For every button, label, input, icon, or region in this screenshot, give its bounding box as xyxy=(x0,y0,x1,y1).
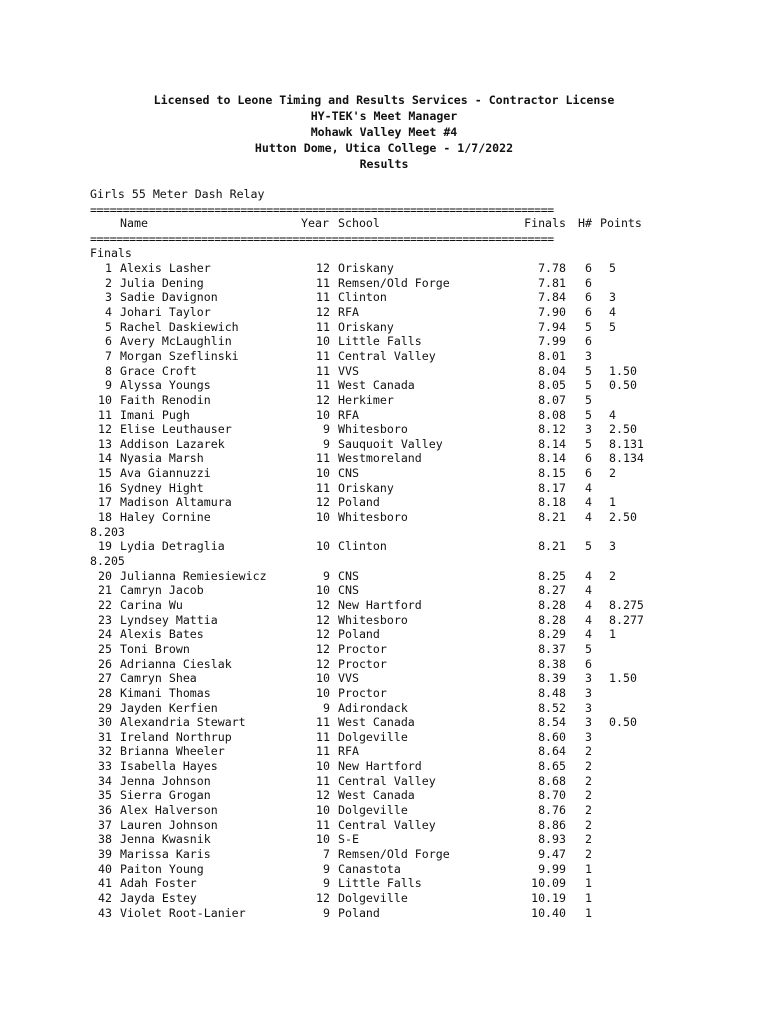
school-cell: RFA xyxy=(338,407,359,422)
place-cell: 28 xyxy=(98,685,112,700)
athlete-name-cell: Rachel Daskiewich xyxy=(120,319,239,334)
place-cell: 27 xyxy=(98,671,112,686)
finals-time-cell: 8.65 xyxy=(538,759,566,774)
school-cell: VVS xyxy=(338,671,359,686)
athlete-name-cell: Alyssa Youngs xyxy=(120,378,211,393)
year-cell: 11 xyxy=(316,744,330,759)
heat-cell: 4 xyxy=(585,480,592,495)
col-finals-header: Finals xyxy=(524,216,566,230)
finals-time-cell: 8.48 xyxy=(538,685,566,700)
meet-venue-date: Hutton Dome, Utica College - 1/7/2022 xyxy=(254,141,514,155)
school-cell: Poland xyxy=(338,627,380,642)
finals-time-cell: 8.17 xyxy=(538,480,566,495)
heat-cell: 5 xyxy=(585,407,592,422)
athlete-name-cell: Grace Croft xyxy=(120,363,197,378)
athlete-name-cell: Adrianna Cieslak xyxy=(120,656,232,671)
year-cell: 12 xyxy=(316,641,330,656)
athlete-name-cell: Lyndsey Mattia xyxy=(120,612,218,627)
points-cell: 2 xyxy=(609,568,616,583)
heat-cell: 5 xyxy=(585,378,592,393)
athlete-name-cell: Morgan Szeflinski xyxy=(120,348,239,363)
school-cell: RFA xyxy=(338,744,359,759)
finals-time-cell: 8.37 xyxy=(538,641,566,656)
year-cell: 10 xyxy=(316,334,330,349)
school-cell: Oriskany xyxy=(338,319,394,334)
finals-time-cell: 8.70 xyxy=(538,788,566,803)
year-cell: 10 xyxy=(316,685,330,700)
points-cell: 8.275 xyxy=(609,597,644,612)
heat-cell: 4 xyxy=(585,583,592,598)
place-cell: 37 xyxy=(98,817,112,832)
points-cell: 8.134 xyxy=(609,451,644,466)
col-points-header: Points xyxy=(600,216,642,230)
heat-cell: 2 xyxy=(585,773,592,788)
athlete-name-cell: Kimani Thomas xyxy=(120,685,211,700)
place-cell: 42 xyxy=(98,890,112,905)
col-year-header: Year xyxy=(301,216,329,230)
school-cell: Proctor xyxy=(338,685,387,700)
place-cell: 31 xyxy=(98,729,112,744)
place-cell: 9 xyxy=(105,378,112,393)
heat-cell: 2 xyxy=(585,817,592,832)
finals-time-cell: 8.52 xyxy=(538,700,566,715)
finals-time-cell: 8.01 xyxy=(538,348,566,363)
school-cell: Poland xyxy=(338,905,380,920)
heat-cell: 1 xyxy=(585,876,592,891)
athlete-name-cell: Julia Dening xyxy=(120,275,204,290)
place-cell: 19 xyxy=(98,539,112,554)
place-cell: 12 xyxy=(98,422,112,437)
heat-cell: 2 xyxy=(585,759,592,774)
heat-cell: 4 xyxy=(585,597,592,612)
finals-time-cell: 7.84 xyxy=(538,290,566,305)
school-cell: Whitesboro xyxy=(338,422,408,437)
year-cell: 10 xyxy=(316,407,330,422)
wrapped-overflow-value: 8.203 xyxy=(90,524,125,539)
place-cell: 15 xyxy=(98,466,112,481)
athlete-name-cell: Sierra Grogan xyxy=(120,788,211,803)
school-cell: Little Falls xyxy=(338,334,422,349)
athlete-name-cell: Addison Lazarek xyxy=(120,436,225,451)
school-cell: West Canada xyxy=(338,378,415,393)
heat-cell: 6 xyxy=(585,275,592,290)
year-cell: 9 xyxy=(323,861,330,876)
finals-time-cell: 8.60 xyxy=(538,729,566,744)
place-cell: 8 xyxy=(105,363,112,378)
year-cell: 11 xyxy=(316,319,330,334)
place-cell: 25 xyxy=(98,641,112,656)
wrapped-overflow-value: 8.205 xyxy=(90,554,125,568)
place-cell: 2 xyxy=(105,275,112,290)
athlete-name-cell: Jayden Kerfien xyxy=(120,700,218,715)
year-cell: 9 xyxy=(323,905,330,920)
heat-cell: 6 xyxy=(585,451,592,466)
year-cell: 12 xyxy=(316,788,330,803)
place-cell: 18 xyxy=(98,510,112,524)
athlete-name-cell: Camryn Shea xyxy=(120,671,197,686)
heat-cell: 5 xyxy=(585,319,592,334)
finals-time-cell: 8.28 xyxy=(538,597,566,612)
col-name-header: Name xyxy=(120,216,148,230)
athlete-name-cell: Sadie Davignon xyxy=(120,290,218,305)
athlete-name-cell: Elise Leuthauser xyxy=(120,422,232,437)
finals-time-cell: 8.39 xyxy=(538,671,566,686)
finals-time-cell: 8.54 xyxy=(538,715,566,730)
school-cell: S-E xyxy=(338,832,359,847)
points-cell: 1.50 xyxy=(609,671,637,686)
year-cell: 10 xyxy=(316,803,330,817)
section-finals: Finals xyxy=(90,246,132,260)
athlete-name-cell: Julianna Remiesiewicz xyxy=(120,568,267,583)
points-cell: 4 xyxy=(609,407,616,422)
finals-time-cell: 7.78 xyxy=(538,261,566,275)
year-cell: 12 xyxy=(316,627,330,642)
athlete-name-cell: Lauren Johnson xyxy=(120,817,218,832)
points-cell: 5 xyxy=(609,261,616,275)
school-cell: Westmoreland xyxy=(338,451,422,466)
place-cell: 32 xyxy=(98,744,112,759)
heat-cell: 3 xyxy=(585,685,592,700)
event-title: Girls 55 Meter Dash Relay xyxy=(90,187,265,201)
school-cell: Canastota xyxy=(338,861,401,876)
school-cell: Little Falls xyxy=(338,876,422,891)
finals-time-cell: 8.15 xyxy=(538,466,566,481)
heat-cell: 6 xyxy=(585,334,592,349)
finals-time-cell: 8.21 xyxy=(538,539,566,554)
heat-cell: 1 xyxy=(585,890,592,905)
year-cell: 10 xyxy=(316,832,330,847)
year-cell: 10 xyxy=(316,759,330,774)
school-cell: Clinton xyxy=(338,290,387,305)
athlete-name-cell: Camryn Jacob xyxy=(120,583,204,598)
finals-time-cell: 9.47 xyxy=(538,847,566,861)
year-cell: 9 xyxy=(323,422,330,437)
year-cell: 11 xyxy=(316,363,330,378)
finals-time-cell: 7.81 xyxy=(538,275,566,290)
athlete-name-cell: Carina Wu xyxy=(120,597,183,612)
meet-name: Mohawk Valley Meet #4 xyxy=(310,125,458,139)
heat-cell: 3 xyxy=(585,422,592,437)
points-cell: 1 xyxy=(609,627,616,642)
heat-cell: 3 xyxy=(585,715,592,730)
heat-cell: 5 xyxy=(585,363,592,378)
finals-time-cell: 8.76 xyxy=(538,803,566,817)
year-cell: 12 xyxy=(316,392,330,407)
place-cell: 13 xyxy=(98,436,112,451)
bottom-rule: ======================================================================= xyxy=(90,232,554,246)
school-cell: Sauquoit Valley xyxy=(338,436,443,451)
finals-time-cell: 8.05 xyxy=(538,378,566,393)
school-cell: Adirondack xyxy=(338,700,408,715)
finals-time-cell: 7.99 xyxy=(538,334,566,349)
points-cell: 0.50 xyxy=(609,715,637,730)
athlete-name-cell: Haley Cornine xyxy=(120,510,211,524)
athlete-name-cell: Johari Taylor xyxy=(120,304,211,319)
school-cell: Whitesboro xyxy=(338,510,408,524)
year-cell: 10 xyxy=(316,466,330,481)
year-cell: 11 xyxy=(316,451,330,466)
athlete-name-cell: Avery McLaughlin xyxy=(120,334,232,349)
year-cell: 10 xyxy=(316,539,330,554)
school-cell: Clinton xyxy=(338,539,387,554)
year-cell: 10 xyxy=(316,671,330,686)
heat-cell: 5 xyxy=(585,539,592,554)
finals-time-cell: 8.18 xyxy=(538,495,566,510)
place-cell: 4 xyxy=(105,304,112,319)
school-cell: New Hartford xyxy=(338,759,422,774)
col-school-header: School xyxy=(338,216,380,230)
heat-cell: 3 xyxy=(585,348,592,363)
year-cell: 11 xyxy=(316,715,330,730)
finals-time-cell: 8.14 xyxy=(538,451,566,466)
athlete-name-cell: Alex Halverson xyxy=(120,803,218,817)
place-cell: 14 xyxy=(98,451,112,466)
top-rule: ======================================================================= xyxy=(90,203,554,217)
finals-time-cell: 8.12 xyxy=(538,422,566,437)
school-cell: Oriskany xyxy=(338,480,394,495)
year-cell: 12 xyxy=(316,261,330,275)
heat-cell: 5 xyxy=(585,392,592,407)
athlete-name-cell: Paiton Young xyxy=(120,861,204,876)
athlete-name-cell: Jenna Johnson xyxy=(120,773,211,788)
athlete-name-cell: Madison Altamura xyxy=(120,495,232,510)
heat-cell: 3 xyxy=(585,700,592,715)
heat-cell: 3 xyxy=(585,729,592,744)
place-cell: 11 xyxy=(98,407,112,422)
heat-cell: 2 xyxy=(585,788,592,803)
place-cell: 3 xyxy=(105,290,112,305)
year-cell: 12 xyxy=(316,656,330,671)
place-cell: 36 xyxy=(98,803,112,817)
athlete-name-cell: Jayda Estey xyxy=(120,890,197,905)
year-cell: 11 xyxy=(316,348,330,363)
school-cell: Central Valley xyxy=(338,348,436,363)
school-cell: CNS xyxy=(338,583,359,598)
school-cell: Central Valley xyxy=(338,773,436,788)
year-cell: 11 xyxy=(316,729,330,744)
finals-time-cell: 8.08 xyxy=(538,407,566,422)
points-cell: 3 xyxy=(609,539,616,554)
finals-time-cell: 8.04 xyxy=(538,363,566,378)
points-cell: 3 xyxy=(609,290,616,305)
place-cell: 5 xyxy=(105,319,112,334)
year-cell: 11 xyxy=(316,290,330,305)
heat-cell: 6 xyxy=(585,261,592,275)
place-cell: 34 xyxy=(98,773,112,788)
athlete-name-cell: Toni Brown xyxy=(120,641,190,656)
year-cell: 10 xyxy=(316,583,330,598)
place-cell: 7 xyxy=(105,348,112,363)
place-cell: 16 xyxy=(98,480,112,495)
finals-time-cell: 8.29 xyxy=(538,627,566,642)
finals-time-cell: 8.27 xyxy=(538,583,566,598)
place-cell: 23 xyxy=(98,612,112,627)
school-cell: Oriskany xyxy=(338,261,394,275)
school-cell: Central Valley xyxy=(338,817,436,832)
results-title: Results xyxy=(359,157,409,171)
school-cell: CNS xyxy=(338,466,359,481)
heat-cell: 4 xyxy=(585,495,592,510)
year-cell: 11 xyxy=(316,773,330,788)
place-cell: 38 xyxy=(98,832,112,847)
place-cell: 43 xyxy=(98,905,112,920)
year-cell: 12 xyxy=(316,304,330,319)
year-cell: 9 xyxy=(323,436,330,451)
school-cell: Dolgeville xyxy=(338,803,408,817)
school-cell: Poland xyxy=(338,495,380,510)
athlete-name-cell: Faith Renodin xyxy=(120,392,211,407)
year-cell: 12 xyxy=(316,597,330,612)
school-cell: Dolgeville xyxy=(338,890,408,905)
software-line: HY-TEK's Meet Manager xyxy=(310,109,458,123)
points-cell: 2.50 xyxy=(609,510,637,524)
athlete-name-cell: Imani Pugh xyxy=(120,407,190,422)
place-cell: 41 xyxy=(98,876,112,891)
school-cell: West Canada xyxy=(338,715,415,730)
school-cell: Dolgeville xyxy=(338,729,408,744)
heat-cell: 6 xyxy=(585,656,592,671)
points-cell: 2 xyxy=(609,466,616,481)
year-cell: 10 xyxy=(316,510,330,524)
heat-cell: 2 xyxy=(585,832,592,847)
athlete-name-cell: Isabella Hayes xyxy=(120,759,218,774)
school-cell: Remsen/Old Forge xyxy=(338,847,450,861)
school-cell: RFA xyxy=(338,304,359,319)
heat-cell: 2 xyxy=(585,847,592,861)
place-cell: 26 xyxy=(98,656,112,671)
place-cell: 21 xyxy=(98,583,112,598)
finals-time-cell: 9.99 xyxy=(538,861,566,876)
athlete-name-cell: Alexis Bates xyxy=(120,627,204,642)
place-cell: 17 xyxy=(98,495,112,510)
year-cell: 9 xyxy=(323,876,330,891)
school-cell: Proctor xyxy=(338,656,387,671)
finals-time-cell: 7.90 xyxy=(538,304,566,319)
place-cell: 30 xyxy=(98,715,112,730)
school-cell: Remsen/Old Forge xyxy=(338,275,450,290)
athlete-name-cell: Brianna Wheeler xyxy=(120,744,225,759)
heat-cell: 2 xyxy=(585,744,592,759)
school-cell: Whitesboro xyxy=(338,612,408,627)
finals-time-cell: 8.28 xyxy=(538,612,566,627)
heat-cell: 6 xyxy=(585,304,592,319)
points-cell: 8.277 xyxy=(609,612,644,627)
heat-cell: 2 xyxy=(585,803,592,817)
place-cell: 6 xyxy=(105,334,112,349)
place-cell: 35 xyxy=(98,788,112,803)
athlete-name-cell: Alexis Lasher xyxy=(120,261,211,275)
year-cell: 9 xyxy=(323,568,330,583)
place-cell: 40 xyxy=(98,861,112,876)
school-cell: CNS xyxy=(338,568,359,583)
heat-cell: 3 xyxy=(585,671,592,686)
athlete-name-cell: Ava Giannuzzi xyxy=(120,466,211,481)
year-cell: 12 xyxy=(316,495,330,510)
place-cell: 24 xyxy=(98,627,112,642)
athlete-name-cell: Marissa Karis xyxy=(120,847,211,861)
place-cell: 1 xyxy=(105,261,112,275)
school-cell: Herkimer xyxy=(338,392,394,407)
athlete-name-cell: Violet Root-Lanier xyxy=(120,905,246,920)
finals-time-cell: 8.38 xyxy=(538,656,566,671)
year-cell: 11 xyxy=(316,817,330,832)
year-cell: 7 xyxy=(323,847,330,861)
heat-cell: 1 xyxy=(585,905,592,920)
points-cell: 5 xyxy=(609,319,616,334)
year-cell: 11 xyxy=(316,378,330,393)
heat-cell: 6 xyxy=(585,466,592,481)
finals-time-cell: 8.14 xyxy=(538,436,566,451)
points-cell: 0.50 xyxy=(609,378,637,393)
heat-cell: 5 xyxy=(585,641,592,656)
athlete-name-cell: Adah Foster xyxy=(120,876,197,891)
year-cell: 11 xyxy=(316,480,330,495)
athlete-name-cell: Lydia Detraglia xyxy=(120,539,225,554)
finals-time-cell: 8.68 xyxy=(538,773,566,788)
year-cell: 9 xyxy=(323,700,330,715)
athlete-name-cell: Sydney Hight xyxy=(120,480,204,495)
school-cell: New Hartford xyxy=(338,597,422,612)
finals-time-cell: 8.07 xyxy=(538,392,566,407)
points-cell: 4 xyxy=(609,304,616,319)
heat-cell: 1 xyxy=(585,861,592,876)
heat-cell: 6 xyxy=(585,290,592,305)
heat-cell: 4 xyxy=(585,612,592,627)
heat-cell: 4 xyxy=(585,510,592,524)
place-cell: 20 xyxy=(98,568,112,583)
place-cell: 39 xyxy=(98,847,112,861)
finals-time-cell: 8.86 xyxy=(538,817,566,832)
finals-time-cell: 7.94 xyxy=(538,319,566,334)
athlete-name-cell: Alexandria Stewart xyxy=(120,715,246,730)
place-cell: 33 xyxy=(98,759,112,774)
points-cell: 1.50 xyxy=(609,363,637,378)
finals-time-cell: 8.21 xyxy=(538,510,566,524)
finals-time-cell: 10.40 xyxy=(531,905,566,920)
year-cell: 12 xyxy=(316,612,330,627)
license-line: Licensed to Leone Timing and Results Services - Contractor License xyxy=(153,93,615,107)
year-cell: 11 xyxy=(316,275,330,290)
school-cell: VVS xyxy=(338,363,359,378)
athlete-name-cell: Ireland Northrup xyxy=(120,729,232,744)
col-heat-header: H# xyxy=(578,216,592,230)
points-cell: 8.131 xyxy=(609,436,644,451)
school-cell: Proctor xyxy=(338,641,387,656)
heat-cell: 4 xyxy=(585,568,592,583)
finals-time-cell: 8.25 xyxy=(538,568,566,583)
year-cell: 12 xyxy=(316,890,330,905)
athlete-name-cell: Nyasia Marsh xyxy=(120,451,204,466)
finals-time-cell: 8.93 xyxy=(538,832,566,847)
place-cell: 10 xyxy=(98,392,112,407)
points-cell: 1 xyxy=(609,495,616,510)
finals-time-cell: 8.64 xyxy=(538,744,566,759)
heat-cell: 4 xyxy=(585,627,592,642)
points-cell: 2.50 xyxy=(609,422,637,437)
finals-time-cell: 10.19 xyxy=(531,890,566,905)
place-cell: 22 xyxy=(98,597,112,612)
finals-time-cell: 10.09 xyxy=(531,876,566,891)
place-cell: 29 xyxy=(98,700,112,715)
athlete-name-cell: Jenna Kwasnik xyxy=(120,832,211,847)
school-cell: West Canada xyxy=(338,788,415,803)
heat-cell: 5 xyxy=(585,436,592,451)
